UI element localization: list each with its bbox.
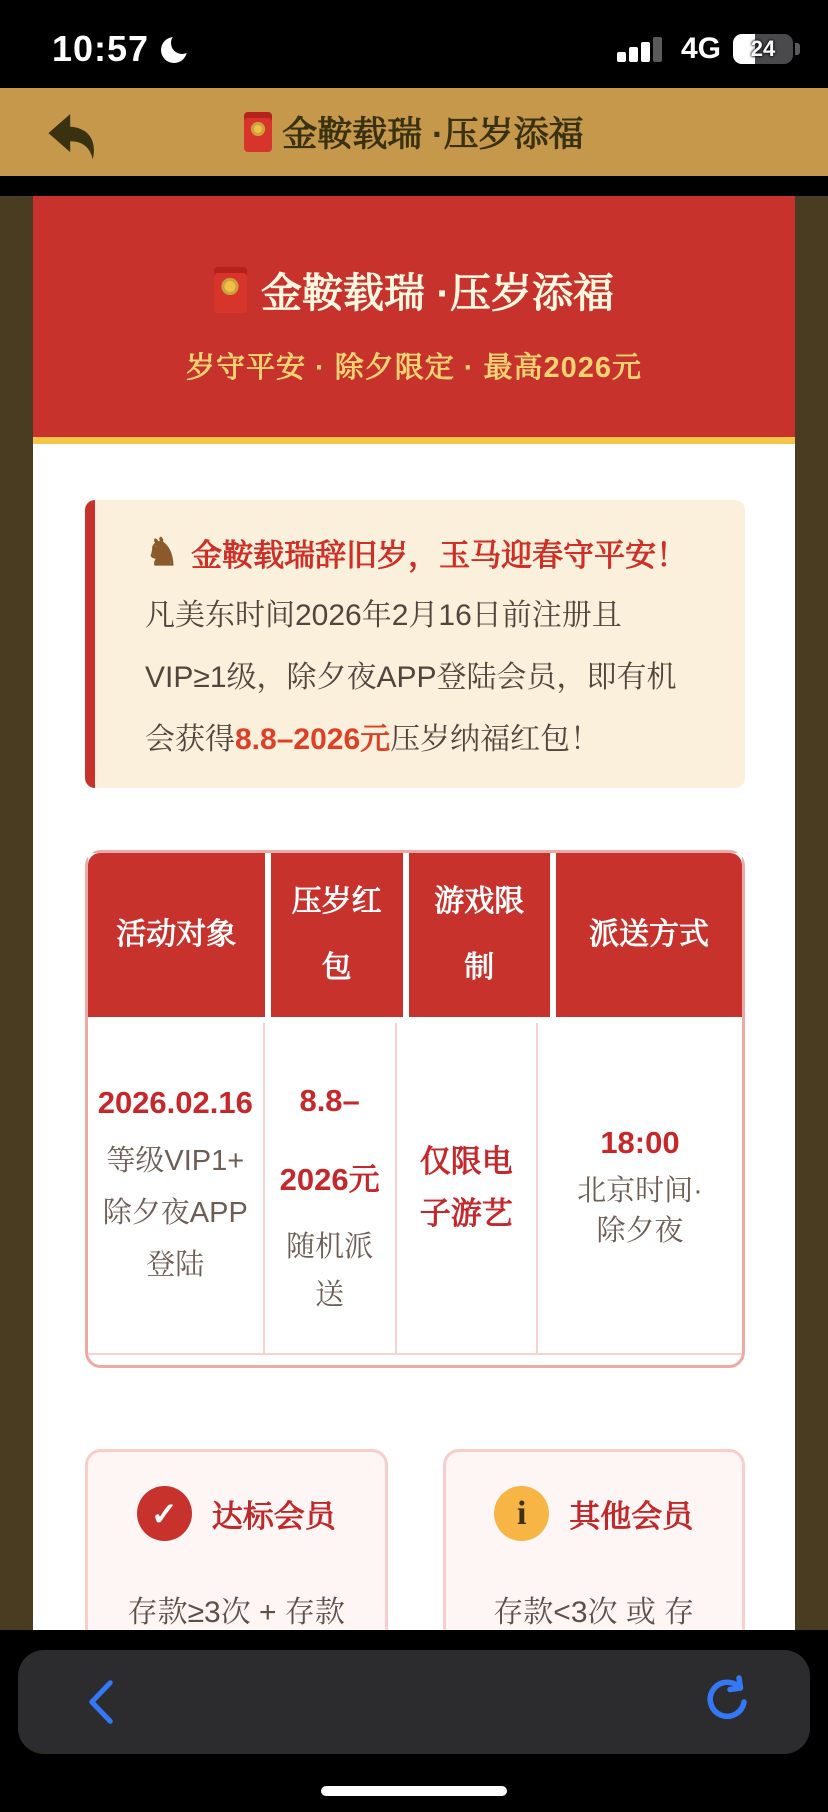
status-bar — [0, 0, 828, 88]
notice-text-post: 压岁纳福红包！ — [390, 723, 601, 756]
battery-percent: 24 — [750, 36, 776, 61]
page-title-text: 金鞍载瑞 ·压岁添福 — [282, 115, 584, 154]
table-cell-activity: 2026.02.16 等级VIP1+ 除夕夜APP 登陆 — [88, 1023, 265, 1353]
back-button[interactable] — [40, 102, 104, 166]
qualified-member-title: 达标会员 — [211, 1499, 336, 1534]
check-icon: ✓ — [137, 1486, 192, 1541]
promo-table — [85, 850, 745, 1368]
cellular-signal-icon — [617, 33, 669, 65]
table-header-activity: 活动对象 — [88, 853, 265, 1017]
refresh-icon — [699, 1674, 755, 1730]
table-cell-redpacket: 8.8– 2026元 随机派 送 — [265, 1023, 397, 1353]
notice-text-pre: 凡美东时间2026年2月16日前注册且VIP≥1级，除夕夜APP登陆会员，即有机会获得 — [145, 599, 677, 756]
promo-banner — [33, 196, 795, 437]
table-cell-gamelimit: 仅限电 子游艺 — [397, 1023, 538, 1353]
back-arrow-icon — [43, 105, 101, 163]
info-icon: i — [494, 1486, 549, 1541]
notice-title-text: 金鞍载瑞辞旧岁，玉马迎春守平安！ — [191, 538, 688, 573]
notice-title — [145, 530, 703, 575]
red-envelope-icon — [214, 267, 247, 313]
banner-title — [33, 260, 795, 319]
app-header — [0, 88, 828, 176]
card-body — [33, 444, 795, 1699]
notice-text — [145, 585, 703, 771]
table-cell-delivery: 18:00 北京时间· 除夕夜 — [577, 1125, 703, 1247]
qualified-member-text: 存款≥3次 + 存款 — [127, 1596, 345, 1629]
clock: 10:57 — [52, 28, 150, 69]
gold-divider — [33, 437, 795, 444]
chevron-left-icon — [78, 1676, 124, 1728]
browser-refresh-button[interactable] — [696, 1671, 758, 1733]
browser-footer — [0, 1630, 828, 1812]
table-header-redpacket: 压岁红 包 — [271, 853, 403, 1017]
notice-text-highlight: 8.8–2026元 — [235, 723, 391, 756]
table-header-row — [88, 853, 742, 1023]
banner-subtitle: 岁守平安 · 除夕限定 · 最高2026元 — [185, 352, 643, 384]
table-body-row — [88, 1023, 742, 1355]
page-content — [0, 196, 828, 1630]
network-type-label: 4G — [680, 32, 721, 65]
notice-box — [85, 500, 745, 788]
browser-toolbar — [18, 1650, 810, 1754]
table-header-delivery: 派送方式 — [556, 853, 742, 1017]
moon-icon — [159, 32, 193, 66]
red-envelope-icon — [244, 112, 272, 152]
page-title — [0, 107, 828, 157]
home-indicator[interactable] — [321, 1786, 507, 1796]
other-member-text: 存款<3次 或 存 — [493, 1596, 695, 1629]
battery-icon — [733, 34, 800, 64]
promo-card — [33, 196, 795, 1699]
other-member-title: 其他会员 — [569, 1499, 694, 1534]
table-header-gamelimit: 游戏限 制 — [409, 853, 550, 1017]
horse-icon: ♞ — [145, 531, 180, 574]
banner-title-text: 金鞍载瑞 ·压岁添福 — [260, 270, 615, 316]
browser-back-button[interactable] — [70, 1671, 132, 1733]
